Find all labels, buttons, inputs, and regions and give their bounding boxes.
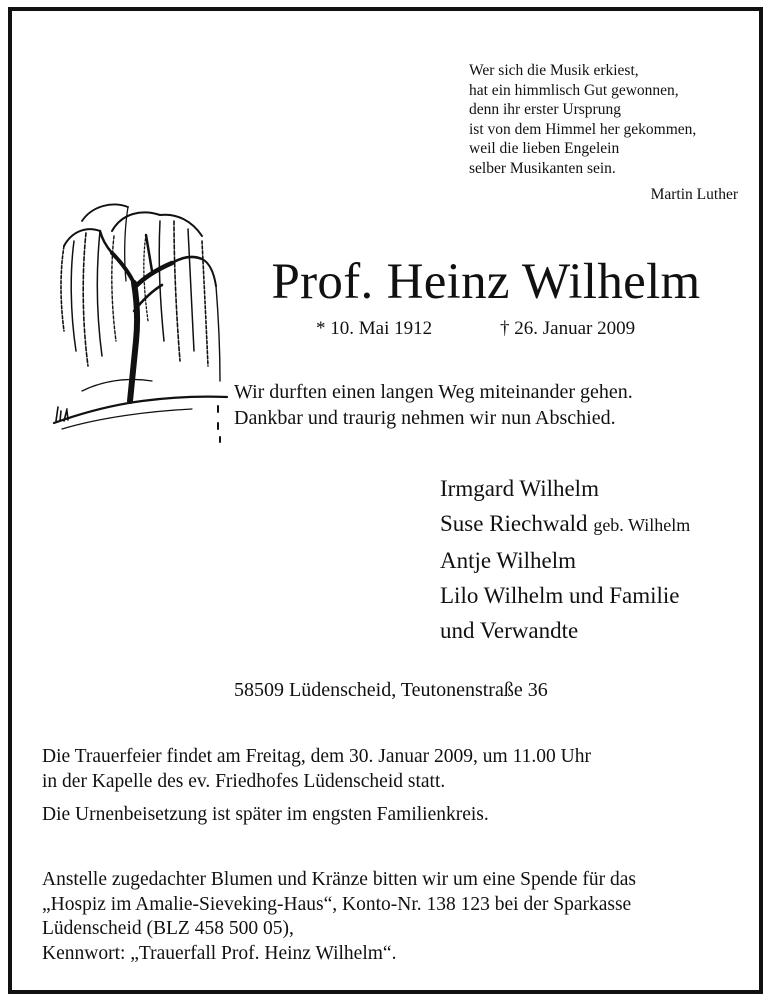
mourners-list (440, 471, 760, 648)
mourner-entry (440, 471, 760, 506)
donation-request (42, 868, 762, 966)
donation-line: Anstelle zugedachter Blumen und Kränze bitten wir um eine Spende für das (42, 869, 637, 890)
birth-date: * 10. Mai 1912 (316, 318, 433, 339)
poem-quote (469, 61, 749, 179)
mourner-name: Lilo Wilhelm und Familie (440, 583, 680, 608)
mourner-entry (440, 578, 760, 613)
poem-line: weil die lieben Engelein (469, 140, 620, 158)
mourner-entry (440, 543, 760, 578)
ceremony-line: in der Kapelle des ev. Friedhofes Lüdenscheid statt. (42, 771, 446, 792)
maiden-name-note: geb. Wilhelm (593, 515, 691, 535)
death-date: † 26. Januar 2009 (500, 318, 636, 339)
mourner-name: Irmgard Wilhelm (440, 476, 599, 501)
weeping-willow-icon (42, 191, 232, 446)
donation-line: Lüdenscheid (BLZ 458 500 05), (42, 918, 294, 939)
mourner-name: Suse Riechwald (440, 511, 588, 536)
mourner-entry (440, 506, 760, 543)
obituary-frame (8, 7, 763, 994)
motto (234, 379, 714, 431)
mourner-entry (440, 613, 760, 648)
poem-line: Wer sich die Musik erkiest, (469, 62, 639, 79)
motto-line: Wir durften einen langen Weg miteinander gehen. (234, 381, 633, 403)
mourner-name: und Verwandte (440, 618, 579, 643)
motto-line: Dankbar und traurig nehmen wir nun Abschied. (234, 407, 616, 429)
address: 58509 Lüdenscheid, Teutonenstraße 36 (234, 679, 548, 701)
urn-burial-note: Die Urnenbeisetzung ist später im engsten Familienkreis. (42, 804, 489, 825)
poem-line: ist von dem Himmel her gekommen, (469, 120, 697, 138)
poem-line: denn ihr erster Ursprung (469, 101, 621, 119)
donation-line: Kennwort: „Trauerfall Prof. Heinz Wilhelm“. (42, 942, 397, 964)
poem-author: Martin Luther (650, 186, 738, 203)
poem-line: selber Musikanten sein. (469, 159, 616, 177)
mourner-name: Antje Wilhelm (440, 548, 576, 573)
deceased-name: Prof. Heinz Wilhelm (271, 254, 701, 310)
ceremony-line: Die Trauerfeier findet am Freitag, dem 30. Januar 2009, um 11.00 Uhr (42, 746, 591, 767)
poem-line: hat ein himmlisch Gut gewonnen, (469, 81, 679, 99)
ceremony-info (42, 744, 742, 794)
donation-line: „Hospiz im Amalie-Sieveking-Haus“, Konto-Nr. 138 123 bei der Sparkasse (42, 893, 632, 915)
